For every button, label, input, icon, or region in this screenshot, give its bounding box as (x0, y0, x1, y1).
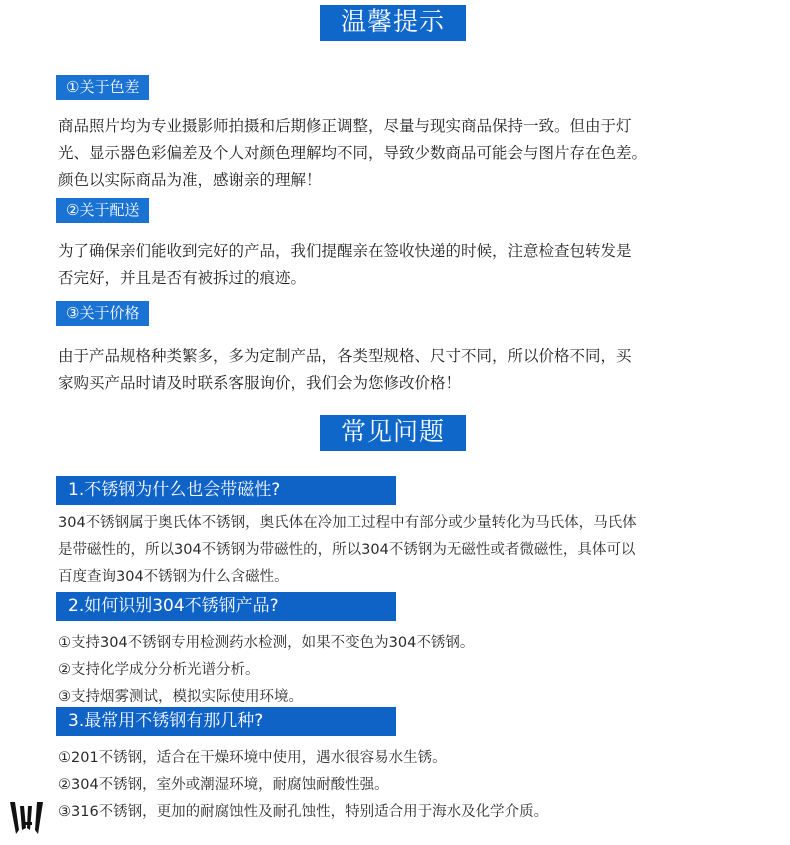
tip-text-color (58, 113, 748, 194)
faq-answer-2 (58, 630, 758, 711)
brand-logo-icon (8, 800, 46, 836)
tip-tag-delivery: ②关于配送 (56, 198, 149, 223)
answer-line: ②支持化学成分分析光谱分析。 (58, 662, 260, 678)
answer-line: ③支持烟雾测试，模拟实际使用环境。 (58, 689, 303, 705)
tip-tag-price: ③关于价格 (56, 301, 149, 326)
tip-text-price (58, 343, 748, 397)
faq-answer-1 (58, 510, 758, 591)
faq-question-2: 2.如何识别304不锈钢产品? (56, 592, 396, 621)
faq-question-1: 1.不锈钢为什么也会带磁性? (56, 476, 396, 505)
answer-line: ②304不锈钢，室外或潮湿环境，耐腐蚀耐酸性强。 (58, 777, 389, 793)
tip-line: 光、显示器色彩偏差及个人对颜色理解均不同，导致少数商品可能会与图片存在色差。 (58, 144, 648, 162)
tip-line: 家购买产品时请及时联系客服询价，我们会为您修改价格！ (58, 374, 462, 392)
tip-line: 否完好，并且是否有被拆过的痕迹。 (58, 269, 307, 287)
answer-line: ③316不锈钢，更加的耐腐蚀性及耐孔蚀性，特别适合用于海水及化学介质。 (58, 804, 549, 820)
tip-line: 颜色以实际商品为准，感谢亲的理解！ (58, 171, 322, 189)
tip-line: 由于产品规格种类繁多，多为定制产品，各类型规格、尺寸不同，所以价格不同，买 (58, 347, 632, 365)
answer-line: ①201不锈钢，适合在干燥环境中使用，遇水很容易水生锈。 (58, 750, 447, 766)
tip-line: 商品照片均为专业摄影师拍摄和后期修正调整，尽量与现实商品保持一致。但由于灯 (58, 117, 632, 135)
faq-title: 常见问题 (320, 415, 466, 451)
answer-line: 304不锈钢属于奥氏体不锈钢，奥氏体在冷加工过程中有部分或少量转化为马氏体，马氏体 (58, 515, 637, 531)
answer-line: 是带磁性的，所以304不锈钢为带磁性的，所以304不锈钢为无磁性或者微磁性，具体可以 (58, 542, 636, 558)
tip-line: 为了确保亲们能收到完好的产品，我们提醒亲在签收快递的时候，注意检查包转发是 (58, 242, 632, 260)
answer-line: 百度查询304不锈钢为什么含磁性。 (58, 569, 289, 585)
faq-question-3: 3.最常用不锈钢有那几种? (56, 707, 396, 736)
tip-text-delivery (58, 238, 748, 292)
warm-tips-title: 温馨提示 (320, 5, 466, 41)
tip-tag-color: ①关于色差 (56, 75, 149, 100)
faq-answer-3 (58, 745, 758, 826)
answer-line: ①支持304不锈钢专用检测药水检测，如果不变色为304不锈钢。 (58, 635, 475, 651)
